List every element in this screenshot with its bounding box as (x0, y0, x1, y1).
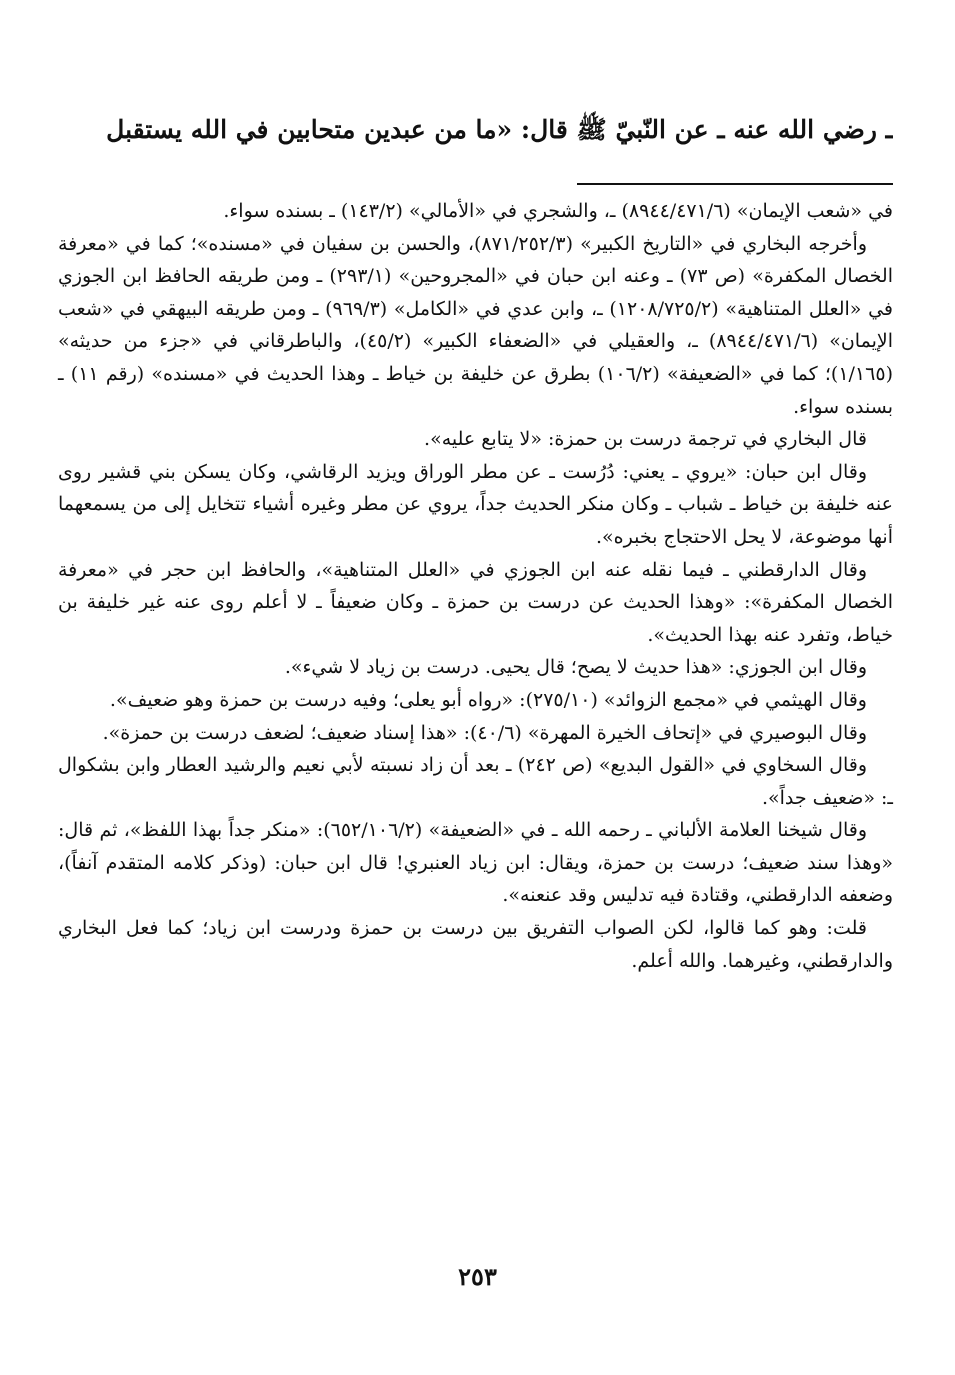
main-text-line: ـ رضي الله عنه ـ عن النّبيّ ﷺ قال: «ما من عبدين متحابين في الله يستقبل (106, 115, 893, 144)
footnote-paragraph: وقال ابن حبان: «يروي ـ يعني: دُرُست ـ عن مطر الوراق ويزيد الرقاشي، وكان يسكن بني قشير روى عنه خليفة بن خياط ـ شباب ـ وكان منكر الحديث جداً، يروي عن مطر وغيره أشياء تتخايل إلى من يسمعهما أنها موضوعة، لا يحل الاحتجاج بخبره». (58, 460, 893, 548)
footnote-paragraph: وقال الدارقطني ـ فيما نقله عنه ابن الجوزي في «العلل المتناهية»، والحافظ ابن حجر في «معرفة الخصال المكفرة»: «وهذا الحديث عن درست بن حمزة ـ وكان ضعيفاً ـ لا أعلم روى عنه غير خليفة بن خياط، وتفرد عنه بهذا الحديث». (58, 558, 893, 646)
page-number: ٢٥٣ (458, 1262, 497, 1291)
footnote-paragraph: وأخرجه البخاري في «التاريخ الكبير» (٨٧١/٢٥٢/٣)، والحسن بن سفيان في «مسنده»؛ كما في «معرفة الخصال المكفرة» (ص ٧٣) ـ وعنه ابن حبان في «المجروحين» (٢٩٣/١) ـ ومن طريقه الحافظ ابن الجوزي في «العلل المتناهية» (١٢٠٨/٧٢٥/٢) ـ، وابن عدي في «الكامل» (٩٦٩/٣) ـ ومن طريقه البيهقي في «شعب الإيمان» (٨٩٤٤/٤٧١/٦) ـ، والعقيلي في «الضعفاء الكبير» (٤٥/٢)، والباطرقاني في «جزء من حديثه» (١/١٦٥)؛ كما في «الضعيفة» (١٠٦/٢) بطرق عن خليفة بن خياط ـ وهذا الحديث في «مسنده» (رقم ١١) ـ بسنده سواء. (58, 232, 894, 418)
footnotes-section (58, 195, 893, 977)
footnote-paragraph: في «شعب الإيمان» (٨٩٤٤/٤٧١/٦) ـ، والشجري في «الأمالي» (١٤٣/٢) ـ بسنده سواء. (223, 200, 893, 222)
footnote-separator (577, 183, 893, 185)
footnote-paragraph: وقال شيخنا العلامة الألباني ـ رحمه الله ـ في «الضعيفة» (٦٥٢/١٠٦/٢): «منكر جداً بهذا اللفظ»، ثم قال: «وهذا سند ضعيف؛ درست بن حمزة، ويقال: ابن زياد العنبري! قال ابن حبان: (وذكر كلامه المتقدم آنفاً)، وضعفه الدارقطني، وقتادة فيه تدليس وقد عنعنه». (58, 819, 893, 907)
footnote-paragraph: وقال الهيثمي في «مجمع الزوائد» (٢٧٥/١٠): «رواه أبو يعلى؛ وفيه درست بن حمزة وهو ضعيف». (109, 688, 867, 711)
footnote-paragraph: قال البخاري في ترجمة درست بن حمزة: «لا يتابع عليه». (424, 428, 867, 451)
footnote-paragraph: قلت: وهو كما قالوا، لكن الصواب التفريق بين درست بن حمزة ودرست ابن زياد؛ كما فعل البخاري والدارقطني، وغيرهما. والله أعلم. (58, 917, 893, 972)
footnote-paragraph: وقال ابن الجوزي: «هذا حديث لا يصح؛ قال يحيى. درست بن زياد لا شيء». (284, 656, 867, 679)
footnote-paragraph: وقال السخاوي في «القول البديع» (ص ٢٤٢) ـ بعد أن زاد نسبته لأبي نعيم والرشيد العطار وابن بشكوال ـ: «ضعيف جداً». (58, 754, 893, 809)
footnote-paragraph: وقال البوصيري في «إتحاف الخيرة المهرة» (٤٠/٦): «هذا إسناد ضعيف؛ لضعف درست بن حمزة». (102, 721, 867, 744)
